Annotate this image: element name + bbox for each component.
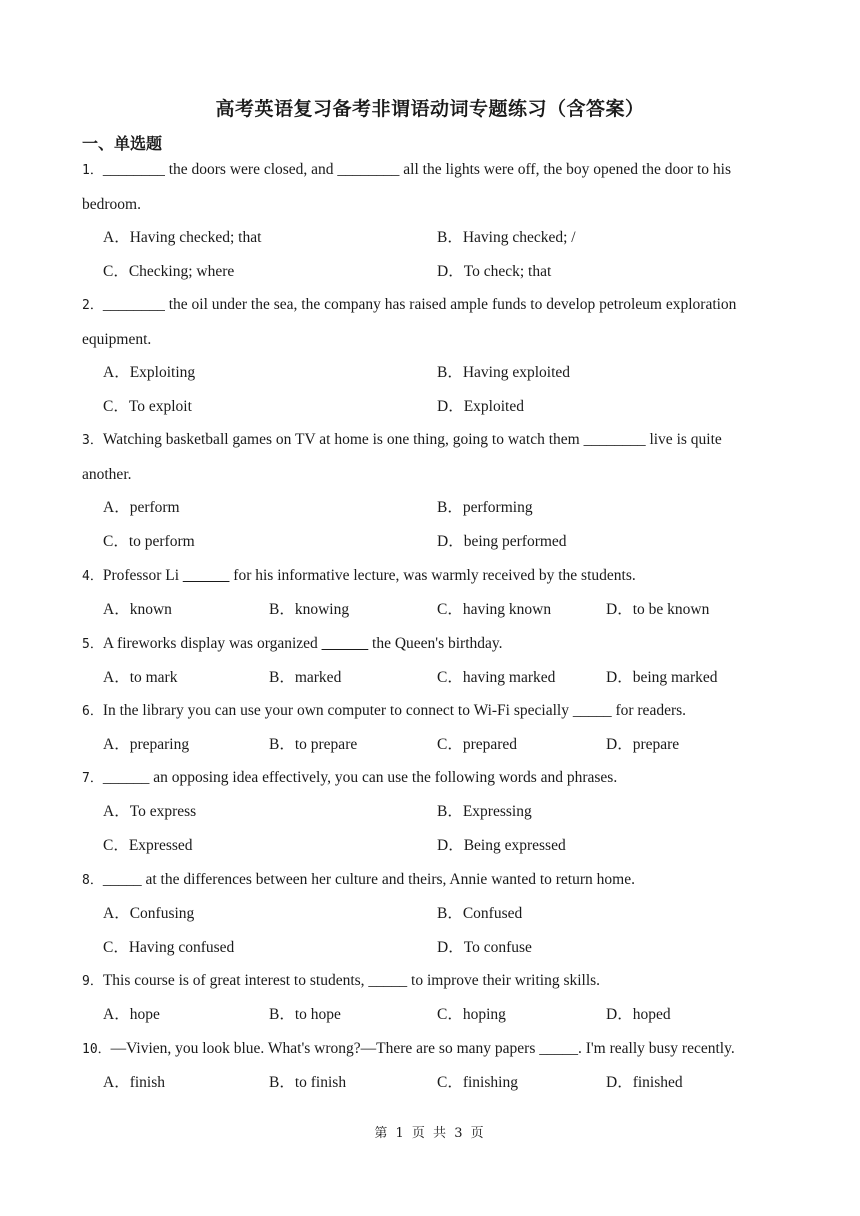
question-2 xyxy=(82,288,772,357)
question-number: 6． xyxy=(82,704,103,719)
question-stem: _____ at the differences between her culture and theirs, Annie wanted to return home. xyxy=(102,871,635,888)
q9-option-b[interactable]: B．to hope xyxy=(269,1006,341,1023)
q4-option-c[interactable]: C．having known xyxy=(437,601,552,618)
q3-option-d[interactable]: D．being performed xyxy=(437,533,567,550)
q4-option-a[interactable]: A．known xyxy=(103,601,172,618)
q7-option-b[interactable]: B．Expressing xyxy=(437,803,532,820)
q3-option-a[interactable]: A．perform xyxy=(103,499,180,516)
page-footer: 第 1 页 共 3 页 xyxy=(374,1126,486,1141)
answer-blank: ______ xyxy=(321,635,369,652)
question-number: 8． xyxy=(82,873,103,888)
question-number: 1． xyxy=(82,163,103,178)
q7-option-a[interactable]: A．To express xyxy=(103,803,197,820)
question-stem: ________ the doors were closed, and ________ all the lights were off, the boy opened the door to his bedroom. xyxy=(82,161,732,213)
q1-option-d[interactable]: D．To check; that xyxy=(437,263,552,280)
q2-option-b[interactable]: B．Having exploited xyxy=(437,364,571,381)
question-number: 9． xyxy=(82,974,103,989)
question-10 xyxy=(82,1032,782,1067)
question-8 xyxy=(82,863,772,898)
question-6 xyxy=(82,694,772,729)
question-stem: In the library you can use your own computer to connect to Wi-Fi specially _____ for readers. xyxy=(102,702,687,719)
question-number: 5． xyxy=(82,637,103,652)
q5-option-d[interactable]: D．being marked xyxy=(606,669,718,686)
q6-option-d[interactable]: D．prepare xyxy=(606,736,680,753)
q8-option-b[interactable]: B．Confused xyxy=(437,905,523,922)
q3-option-c[interactable]: C．to perform xyxy=(103,533,195,550)
q8-option-a[interactable]: A．Confusing xyxy=(103,905,195,922)
q1-option-b[interactable]: B．Having checked; / xyxy=(437,229,576,246)
q5-option-c[interactable]: C．having marked xyxy=(437,669,556,686)
q10-option-c[interactable]: C．finishing xyxy=(437,1074,518,1091)
question-stem: ______ an opposing idea effectively, you can use the following words and phrases. xyxy=(102,769,618,786)
question-stem: ________ the oil under the sea, the company has raised ample funds to develop petroleum exploration equipment. xyxy=(82,296,737,348)
q4-option-b[interactable]: B．knowing xyxy=(269,601,350,618)
question-stem-start: A fireworks display was organized xyxy=(102,635,322,652)
q9-option-d[interactable]: D．hoped xyxy=(606,1006,671,1023)
question-number: 2． xyxy=(82,298,103,313)
question-stem-start: Professor Li xyxy=(102,567,183,584)
question-7 xyxy=(82,761,772,796)
q9-option-c[interactable]: C．hoping xyxy=(437,1006,506,1023)
q1-option-c[interactable]: C．Checking; where xyxy=(103,263,235,280)
question-number: 3． xyxy=(82,433,103,448)
q6-option-c[interactable]: C．prepared xyxy=(437,736,518,753)
question-stem: This course is of great interest to students, _____ to improve their writing skills. xyxy=(102,972,601,989)
section-heading: 一、单选题 xyxy=(82,134,163,153)
q8-option-c[interactable]: C．Having confused xyxy=(103,939,235,956)
q3-option-b[interactable]: B．performing xyxy=(437,499,533,516)
q5-option-b[interactable]: B．marked xyxy=(269,669,342,686)
question-4 xyxy=(82,559,772,594)
question-5 xyxy=(82,627,772,662)
q7-option-d[interactable]: D．Being expressed xyxy=(437,837,566,854)
question-1 xyxy=(82,153,772,222)
q5-option-a[interactable]: A．to mark xyxy=(103,669,178,686)
page-title: 高考英语复习备考非谓语动词专题练习（含答案） xyxy=(215,98,645,120)
question-number: 4． xyxy=(82,569,103,584)
q2-option-d[interactable]: D．Exploited xyxy=(437,398,524,415)
question-number: 10． xyxy=(82,1042,111,1057)
q6-option-b[interactable]: B．to prepare xyxy=(269,736,358,753)
answer-blank: ______ xyxy=(182,567,230,584)
q7-option-c[interactable]: C．Expressed xyxy=(103,837,193,854)
q10-option-a[interactable]: A．finish xyxy=(103,1074,166,1091)
q10-option-d[interactable]: D．finished xyxy=(606,1074,683,1091)
question-stem: —Vivien, you look blue. What's wrong?—There are so many papers _____. I'm really busy recently. xyxy=(110,1040,735,1057)
q9-option-a[interactable]: A．hope xyxy=(103,1006,160,1023)
question-stem-end: the Queen's birthday. xyxy=(368,635,503,652)
q2-option-c[interactable]: C．To exploit xyxy=(103,398,192,415)
q1-option-a[interactable]: A．Having checked; that xyxy=(103,229,262,246)
question-number: 7． xyxy=(82,771,103,786)
q8-option-d[interactable]: D．To confuse xyxy=(437,939,532,956)
question-stem: Watching basketball games on TV at home is one thing, going to watch them ________ live is quite another. xyxy=(82,431,722,483)
q6-option-a[interactable]: A．preparing xyxy=(103,736,190,753)
question-3 xyxy=(82,423,772,492)
q10-option-b[interactable]: B．to finish xyxy=(269,1074,347,1091)
q2-option-a[interactable]: A．Exploiting xyxy=(103,364,196,381)
question-9 xyxy=(82,964,772,999)
q4-option-d[interactable]: D．to be known xyxy=(606,601,710,618)
question-stem-end: for his informative lecture, was warmly received by the students. xyxy=(229,567,636,584)
